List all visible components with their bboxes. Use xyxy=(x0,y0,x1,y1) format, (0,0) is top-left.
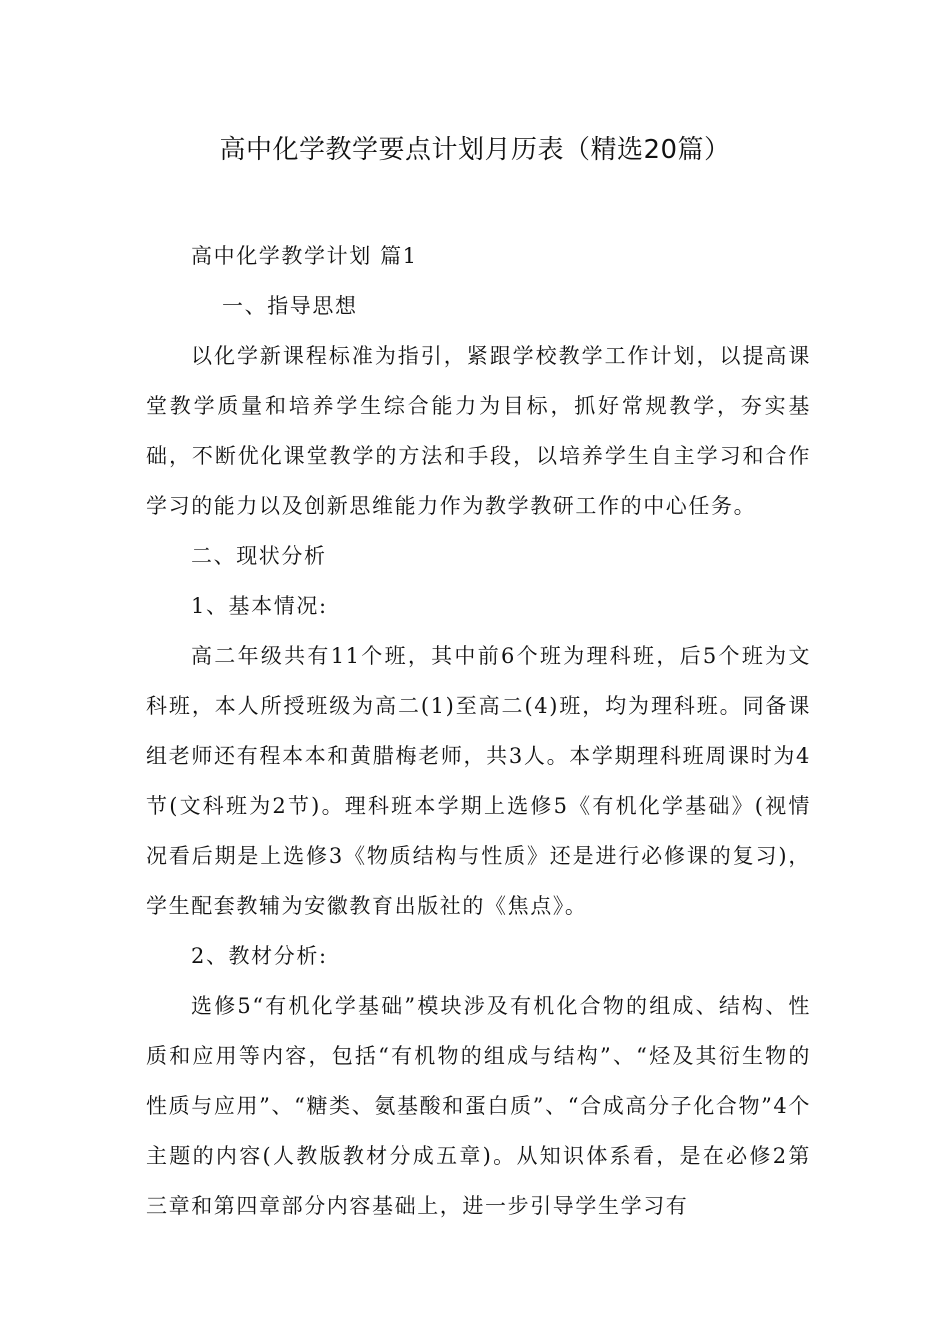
paragraph-guiding-ideology: 以化学新课程标准为指引，紧跟学校教学工作计划，以提高课堂教学质量和培养学生综合能力为目标，抓好常规教学，夯实基础，不断优化课堂教学的方法和手段，以培养学生自主学习和合作学习的能力以及创新思维能力作为教学教研工作的中心任务。 xyxy=(146,344,811,518)
paragraph-basic-situation: 高二年级共有11个班，其中前6个班为理科班，后5个班为文科班，本人所授班级为高二(1)至高二(4)班，均为理科班。同备课组老师还有程本本和黄腊梅老师，共3人。本学期理科班周课时为4节(文科班为2节)。理科班本学期上选修5《有机化学基础》(视情况看后期是上选修3《物质结构与性质》还是进行必修课的复习)，学生配套教辅为安徽教育出版社的《焦点》。 xyxy=(146,644,811,918)
article-heading: 高中化学教学计划 篇1 xyxy=(191,244,418,268)
item-heading-textbook-analysis: 2、教材分析: xyxy=(191,944,328,968)
document-title: 高中化学教学要点计划月历表（精选20篇） xyxy=(219,135,731,165)
paragraph-textbook-analysis: 选修5“有机化学基础”模块涉及有机化合物的组成、结构、性质和应用等内容，包括“有机物的组成与结构”、“烃及其衍生物的性质与应用”、“糖类、氨基酸和蛋白质”、“合成高分子化合物”4个主题的内容(人教版教材分成五章)。从知识体系看，是在必修2第三章和第四章部分内容基础上，进一步引导学生学习有 xyxy=(146,994,811,1218)
section-heading-current-analysis: 二、现状分析 xyxy=(191,544,327,568)
section-heading-guiding-ideology: 一、指导思想 xyxy=(222,294,358,318)
item-heading-basic-situation: 1、基本情况: xyxy=(191,594,328,618)
document-body xyxy=(146,231,811,1231)
